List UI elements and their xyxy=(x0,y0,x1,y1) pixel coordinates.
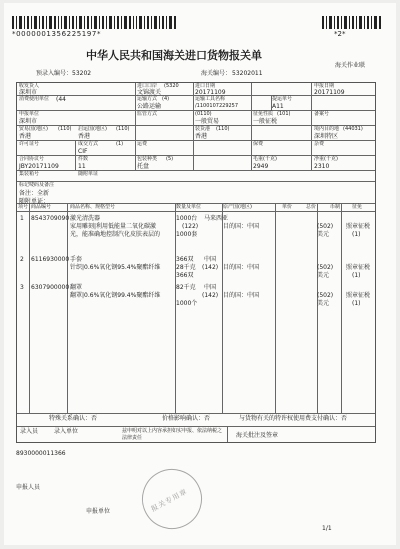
declaration-statement: 兹申明对以上内容承担如实申报、依法纳税之 xyxy=(122,428,223,434)
origin-country-label: 启运国(地区) xyxy=(78,126,107,132)
transport-mode-label: 运输方式 xyxy=(137,96,158,102)
entry-staff-label: 录入员 xyxy=(20,428,39,435)
consumer-value: (44 xyxy=(56,96,66,103)
remarks-line1: 备注：全新 xyxy=(19,190,50,197)
document-title: 中华人民共和国海关进口货物报关单 xyxy=(86,49,262,62)
price-influence-confirm: 价格影响确认：否 xyxy=(162,415,211,422)
royalty-confirm: 与货物有关的特许权使用费支付确认：否 xyxy=(239,415,348,422)
import-date: 20171109 xyxy=(195,89,226,96)
pieces-label: 件数 xyxy=(78,156,89,162)
goods-qty: 366双 xyxy=(176,256,194,263)
goods-name: 手套 xyxy=(70,256,83,263)
goods-levy: 照章征税 xyxy=(346,264,371,271)
goods-dest: 目的国：中国 xyxy=(223,292,260,299)
declarant-staff-label: 申报人员 xyxy=(16,484,41,491)
declaration-statement-cont: 法律责任 xyxy=(122,435,143,441)
levy-code: (101) xyxy=(277,111,291,117)
package-label: 包装种类 xyxy=(137,156,158,162)
goods-header-code: 商品编号 xyxy=(31,204,52,210)
supervision-code: (0110) xyxy=(195,111,212,117)
deal-method-label: 成交方式 xyxy=(78,141,99,147)
goods-currency-code: (502) xyxy=(317,292,334,299)
goods-origin: 马来西亚 xyxy=(204,215,229,222)
remarks-line2: 随附单证： xyxy=(19,198,50,205)
net-weight-label: 净重(千克) xyxy=(314,156,338,162)
loading-port-value: 香港 xyxy=(195,133,208,140)
goods-qty: 1000台 xyxy=(176,215,198,222)
barcode-right xyxy=(322,16,384,29)
goods-currency-code: (502) xyxy=(317,264,334,271)
bill-no-label: 提运单号 xyxy=(272,96,293,102)
customs-remark-label: 海关批注及签章 xyxy=(236,432,279,439)
entry-number: 8930000011366 xyxy=(16,450,66,457)
package-code: (5) xyxy=(166,156,174,162)
declarant-label: 申报单位 xyxy=(19,111,40,117)
goods-header-total: 总价 xyxy=(306,204,317,210)
goods-header-unit-price: 单价 xyxy=(282,204,293,210)
trade-country-label: 贸易国(地区) xyxy=(19,126,48,132)
goods-header-origin: 原产国(地区) xyxy=(223,204,252,210)
goods-dest: 目的国：中国 xyxy=(223,223,260,230)
barcode-right-text: *2* xyxy=(334,30,346,38)
entry-unit-label: 录入单位 xyxy=(54,428,79,435)
goods-name: 激光清洗器 xyxy=(70,215,101,222)
import-port-value: 文锦渡关 xyxy=(137,89,162,96)
preentry-label: 预录入编号： xyxy=(36,70,73,77)
goods-spec-cont: 光，能准确地控制汽化皮肤表层的 xyxy=(70,231,161,238)
transport-name: /1100107229257 xyxy=(195,103,239,109)
consumer-label: 消费使用单位 xyxy=(19,96,50,102)
barcode-left-text: *0000001356225197* xyxy=(12,30,102,38)
transport-mode-code: (4) xyxy=(162,96,170,102)
stamp-text: 报关专用章 xyxy=(149,487,189,514)
net-weight-value: 2310 xyxy=(314,163,330,170)
goods-qty-2: 366双 xyxy=(176,272,194,279)
dest-code: (44031) xyxy=(343,126,363,132)
package-value: 托盘 xyxy=(137,163,150,170)
import-port-label: 进口口岸 xyxy=(137,83,158,89)
consignee-label: 收发货人 xyxy=(19,83,40,89)
declarant-value: 深圳市 xyxy=(19,118,38,125)
import-port-code: (5320 xyxy=(164,83,179,89)
barcode-left xyxy=(12,16,178,29)
transport-name-label: 运输工具名称 xyxy=(195,96,226,102)
goods-levy-code: (1) xyxy=(352,272,361,279)
customs-number-label: 海关编号： xyxy=(201,70,232,77)
goods-currency: 美元 xyxy=(317,231,330,238)
deal-method-value: CIF xyxy=(78,148,88,155)
goods-code: 6307900000 xyxy=(31,284,70,291)
license-label: 许可证号 xyxy=(19,141,40,147)
consignee-value: 深圳市 xyxy=(19,89,38,96)
remarks-label: 标记唛码及备注 xyxy=(19,182,55,188)
transport-mode-value: 公路运输 xyxy=(137,103,162,110)
supervision-label: 监管方式 xyxy=(137,111,158,117)
page-number: 1/1 xyxy=(322,525,332,532)
goods-item-no: 1 xyxy=(20,215,24,222)
trade-country-value: 香港 xyxy=(19,133,32,140)
customs-operation-copy: 海关作业联 xyxy=(335,62,366,69)
loading-port-label: 装货港 xyxy=(195,126,211,132)
goods-levy: 照章征税 xyxy=(346,292,371,299)
origin-country-code: (110) xyxy=(116,126,130,132)
customs-declaration-sheet xyxy=(4,3,396,545)
levy-value: 一般征税 xyxy=(253,118,278,125)
goods-spec: 翻罩|0.6%氧化钢99.4%聚酯纤维 xyxy=(70,292,161,299)
goods-spec: 家用雕刻|利用低能量二氧化碳激 xyxy=(70,223,157,230)
supervision-value: 一般贸易 xyxy=(195,118,220,125)
goods-origin-code: (142) xyxy=(202,292,219,299)
goods-currency: 美元 xyxy=(317,272,330,279)
declare-date: 20171109 xyxy=(314,89,345,96)
misc-label: 杂费 xyxy=(314,141,325,147)
goods-levy: 照章征税 xyxy=(346,223,371,230)
goods-qty-2: 1000个 xyxy=(176,300,198,307)
dest-label: 境内目的地 xyxy=(314,126,340,132)
goods-item-no: 3 xyxy=(20,284,24,291)
dest-value: 深圳特区 xyxy=(314,133,339,140)
company-seal-stamp xyxy=(131,458,212,539)
declaring-unit-label: 申报单位 xyxy=(86,508,111,515)
container-label: 集装箱号 xyxy=(19,171,40,177)
contract-value: JBY20171109 xyxy=(19,163,59,170)
goods-origin: 中国 xyxy=(204,284,217,291)
goods-origin: 中国 xyxy=(204,256,217,263)
goods-currency-code: (502) xyxy=(317,223,334,230)
goods-name: 翻罩 xyxy=(70,284,83,291)
declare-date-label: 申报日期 xyxy=(314,83,335,89)
goods-weight: 28千克 xyxy=(176,264,196,271)
goods-levy-code: (1) xyxy=(352,231,361,238)
goods-currency: 美元 xyxy=(317,300,330,307)
gross-weight-value: 2949 xyxy=(253,163,269,170)
goods-code: 6116930000 xyxy=(31,256,70,263)
goods-header-currency: 币制 xyxy=(330,204,341,210)
preentry-number: 53202 xyxy=(72,70,92,77)
record-no-label: 备案号 xyxy=(314,111,330,117)
goods-qty: 82千克 xyxy=(176,284,196,291)
goods-origin-code: (142) xyxy=(202,264,219,271)
bill-no: A11 xyxy=(272,103,284,110)
goods-header-qty: 数量及单位 xyxy=(176,204,202,210)
goods-spec: 针织|0.6%氧化钢95.4%聚酯纤维 xyxy=(70,264,161,271)
trade-country-code: (110) xyxy=(58,126,72,132)
special-relation-confirm: 特殊关系确认：否 xyxy=(49,415,98,422)
goods-origin-code: (122) xyxy=(182,223,199,230)
docs-label: 随附单证 xyxy=(78,171,99,177)
insurance-label: 保费 xyxy=(253,141,264,147)
customs-number: 53202011 xyxy=(232,70,263,77)
goods-header-levy: 征免 xyxy=(352,204,363,210)
goods-dest: 目的国：中国 xyxy=(223,264,260,271)
goods-levy-code: (1) xyxy=(352,300,361,307)
gross-weight-label: 毛重(千克) xyxy=(253,156,277,162)
goods-item-no: 2 xyxy=(20,256,24,263)
goods-code: 8543709090 xyxy=(31,215,70,222)
goods-header-name: 商品名称、规格型号 xyxy=(70,204,116,210)
pieces-value: 11 xyxy=(78,163,86,170)
loading-port-code: (110) xyxy=(216,126,230,132)
deal-method-code: (1) xyxy=(116,141,124,147)
contract-label: 合同协议号 xyxy=(19,156,45,162)
goods-qty-2: 1000套 xyxy=(176,231,198,238)
freight-label: 运费 xyxy=(137,141,148,147)
goods-header-item-no: 项号 xyxy=(18,204,29,210)
levy-label: 征免性质 xyxy=(253,111,274,117)
origin-country-value: 香港 xyxy=(78,133,91,140)
import-date-label: 进口日期 xyxy=(195,83,216,89)
